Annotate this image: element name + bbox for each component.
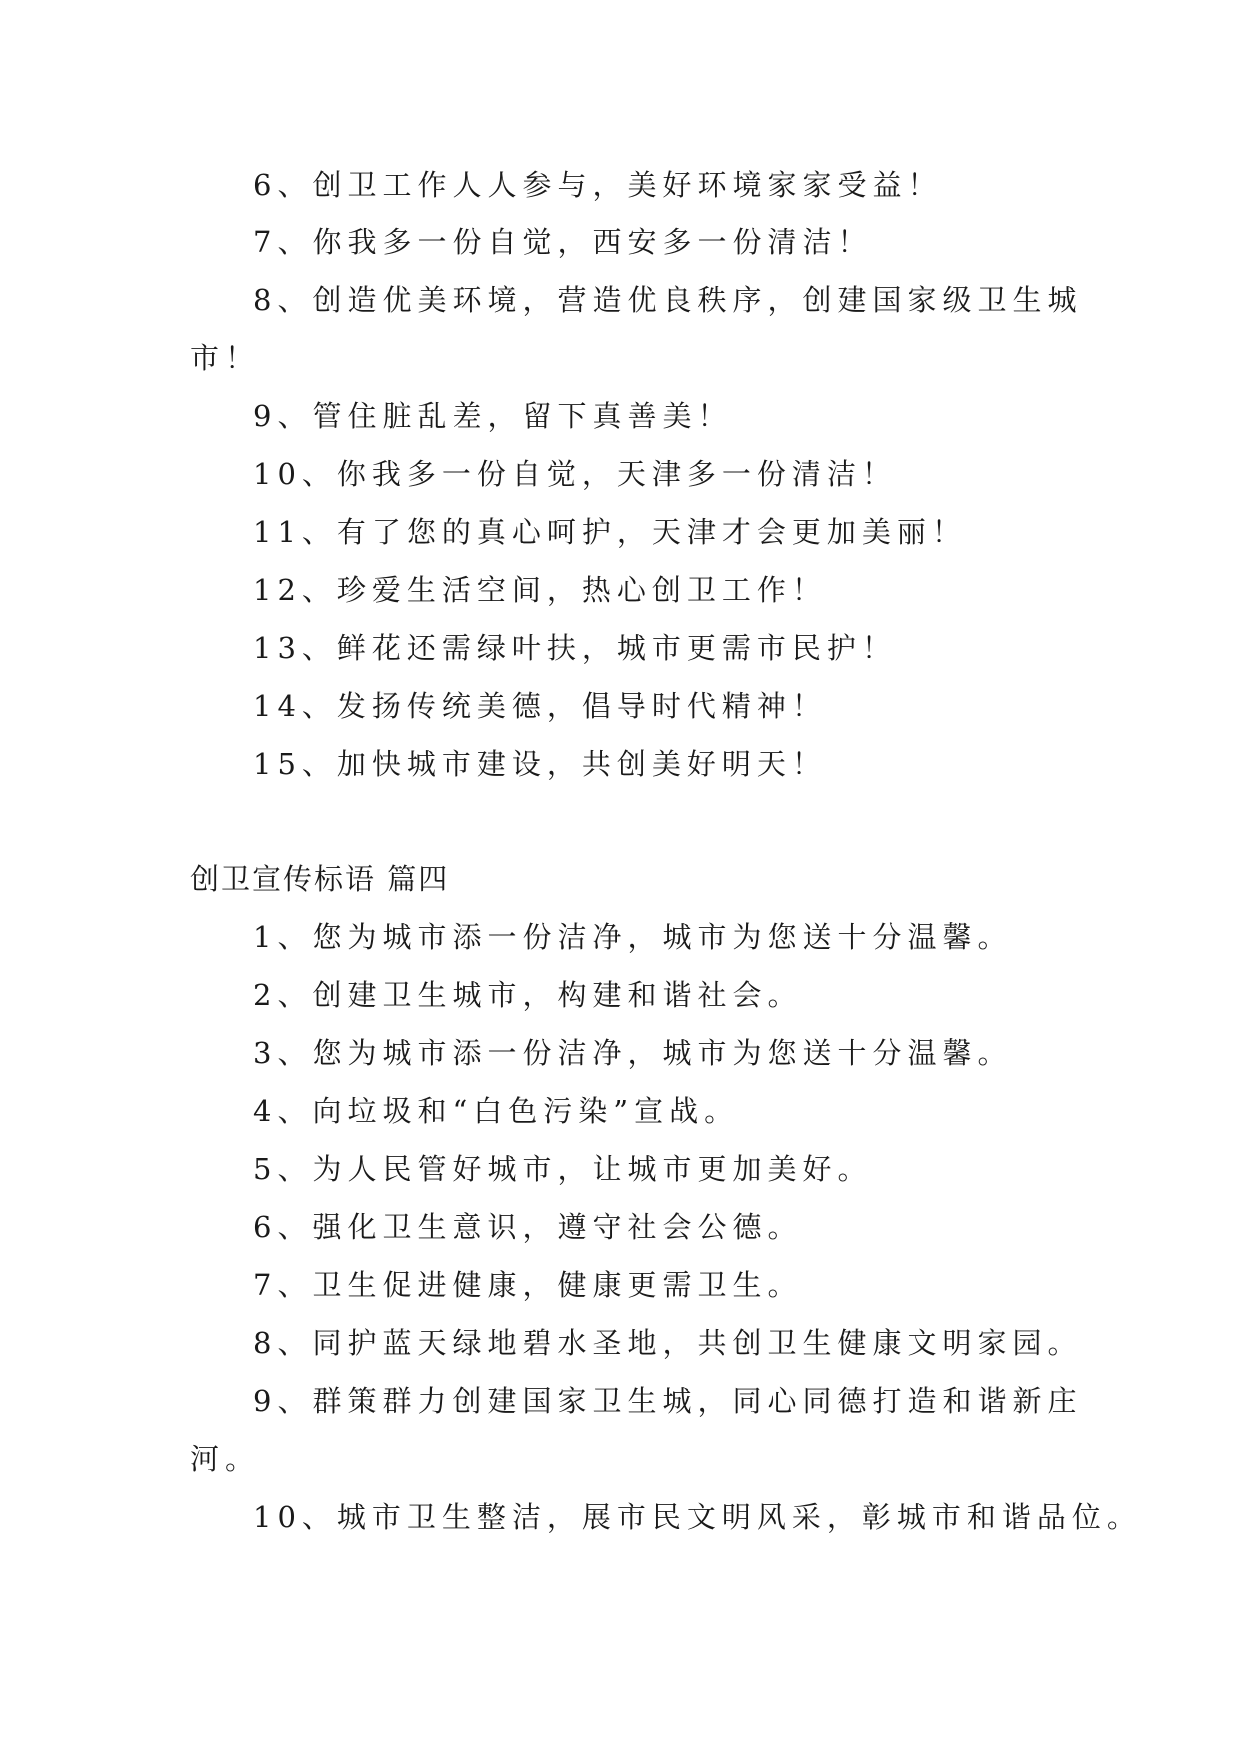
slogan-line: 8、同护蓝天绿地碧水圣地，共创卫生健康文明家园。: [253, 1326, 1083, 1360]
slogan-line: 3、您为城市添一份洁净，城市为您送十分温馨。: [253, 1036, 1013, 1070]
slogan-line: 4、向垃圾和“白色污染”宣战。: [253, 1094, 740, 1128]
slogan-line: 7、你我多一份自觉，西安多一份清洁！: [253, 225, 873, 259]
slogan-line: 7、卫生促进健康，健康更需卫生。: [253, 1268, 803, 1302]
slogan-line: 8、创造优美环境，营造优良秩序，创建国家级卫生城: [253, 283, 1083, 317]
slogan-line-continuation: 河。: [190, 1442, 261, 1476]
slogan-line: 15、加快城市建设，共创美好明天！: [253, 747, 827, 781]
slogan-line: 6、强化卫生意识，遵守社会公德。: [253, 1210, 803, 1244]
slogan-line: 11、有了您的真心呵护，天津才会更加美丽！: [253, 515, 967, 549]
slogan-line: 9、群策群力创建国家卫生城，同心同德打造和谐新庄: [253, 1384, 1083, 1418]
slogan-line: 13、鲜花还需绿叶扶，城市更需市民护！: [253, 631, 897, 665]
slogan-line: 2、创建卫生城市，构建和谐社会。: [253, 978, 803, 1012]
slogan-line: 14、发扬传统美德，倡导时代精神！: [253, 689, 827, 723]
slogan-line: 5、为人民管好城市，让城市更加美好。: [253, 1152, 873, 1186]
slogan-line-continuation: 市！: [190, 341, 261, 375]
slogan-line: 12、珍爱生活空间，热心创卫工作！: [253, 573, 827, 607]
section-heading: 创卫宣传标语 篇四: [190, 862, 450, 896]
slogan-line: 10、城市卫生整洁，展市民文明风采，彰城市和谐品位。: [253, 1500, 1142, 1534]
slogan-line: 1、您为城市添一份洁净，城市为您送十分温馨。: [253, 920, 1013, 954]
slogan-line: 10、你我多一份自觉，天津多一份清洁！: [253, 457, 897, 491]
slogan-line: 9、管住脏乱差，留下真善美！: [253, 399, 733, 433]
slogan-line: 6、创卫工作人人参与，美好环境家家受益！: [253, 168, 943, 202]
